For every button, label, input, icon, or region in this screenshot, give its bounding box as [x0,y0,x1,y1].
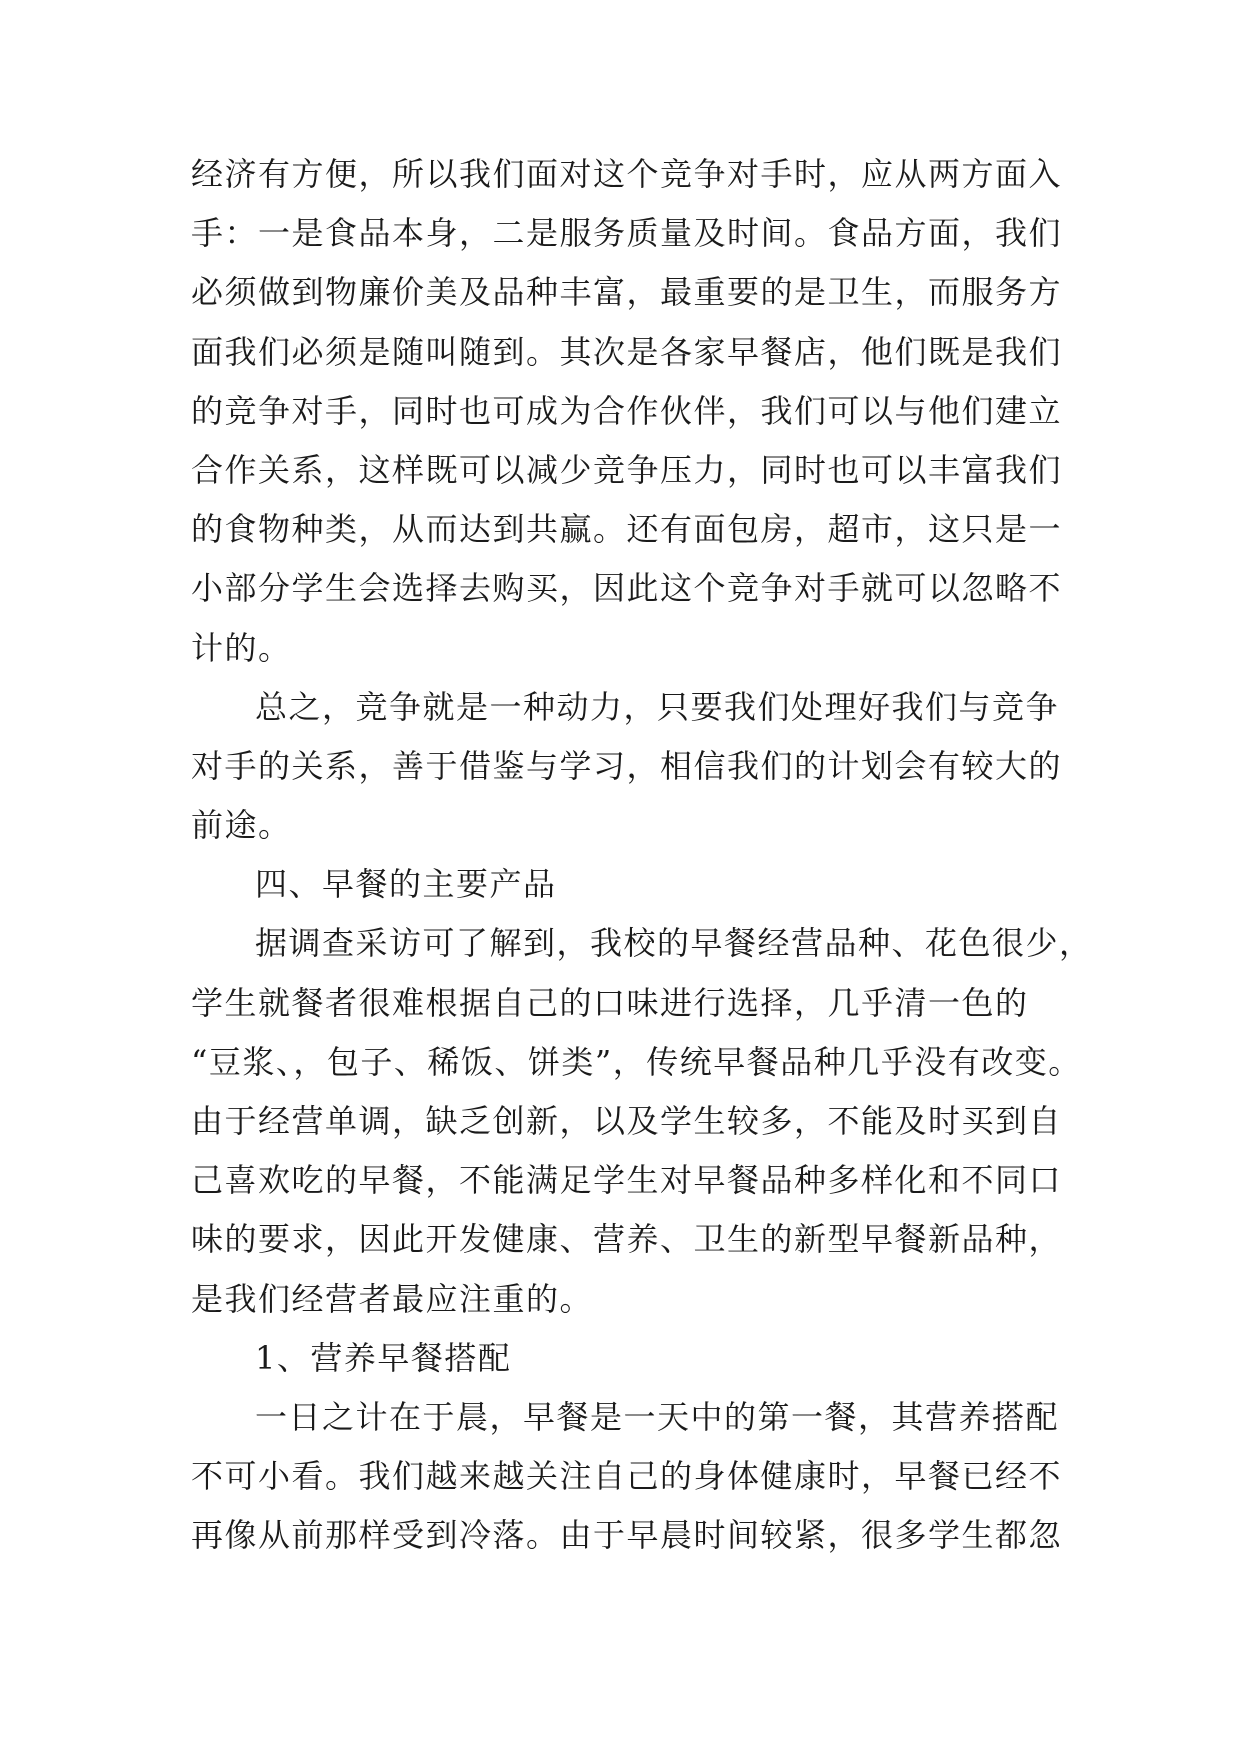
text-line: 再像从前那样受到冷落。由于早晨时间较紧，很多学生都忽 [191,1516,1063,1555]
text-line: 小部分学生会选择去购买，因此这个竞争对手就可以忽略不 [191,569,1063,608]
text-line: 面我们必须是随叫随到。其次是各家早餐店，他们既是我们 [191,332,1063,371]
subsection-heading: 1、营养早餐搭配 [255,1338,512,1377]
text-line: 学生就餐者很难根据自己的口味进行选择，几乎清一色的 [191,983,1029,1022]
document-body [191,145,1093,1566]
text-line: 不可小看。我们越来越关注自己的身体健康时，早餐已经不 [191,1457,1063,1496]
text-line: 由于经营单调，缺乏创新，以及学生较多，不能及时买到自 [191,1102,1063,1140]
text-line: 合作关系，这样既可以减少竞争压力，同时也可以丰富我们 [191,450,1063,489]
text-line: 手：一是食品本身，二是服务质量及时间。食品方面，我们 [191,214,1063,253]
text-line: 的食物种类，从而达到共赢。还有面包房，超市，这只是一 [191,510,1063,549]
text-line: 是我们经营者最应注重的。 [191,1279,594,1318]
paragraph-start-line: 一日之计在于晨，早餐是一天中的第一餐，其营养搭配 [255,1397,1060,1436]
paragraph-start-line: 据调查采访可了解到，我校的早餐经营品种、花色很少， [255,924,1093,963]
paragraph-start-line: 总之，竞争就是一种动力，只要我们处理好我们与竞争 [255,687,1060,726]
text-line: 对手的关系，善于借鉴与学习，相信我们的计划会有较大的 [191,746,1063,785]
text-line: 经济有方便，所以我们面对这个竞争对手时，应从两方面入 [191,155,1063,193]
section-heading: 四、早餐的主要产品 [255,865,557,904]
text-line: 必须做到物廉价美及品种丰富，最重要的是卫生，而服务方 [191,273,1063,312]
text-line: 的竞争对手，同时也可成为合作伙伴，我们可以与他们建立 [191,391,1063,430]
text-line: 己喜欢吃的早餐，不能满足学生对早餐品种多样化和不同口 [191,1161,1063,1200]
text-line: 计的。 [191,628,292,667]
text-line: 前途。 [191,806,292,845]
text-line: “豆浆、，包子、稀饭、饼类”，传统早餐品种几乎没有改变。 [191,1042,1082,1081]
text-line: 味的要求，因此开发健康、营养、卫生的新型早餐新品种， [191,1220,1063,1259]
